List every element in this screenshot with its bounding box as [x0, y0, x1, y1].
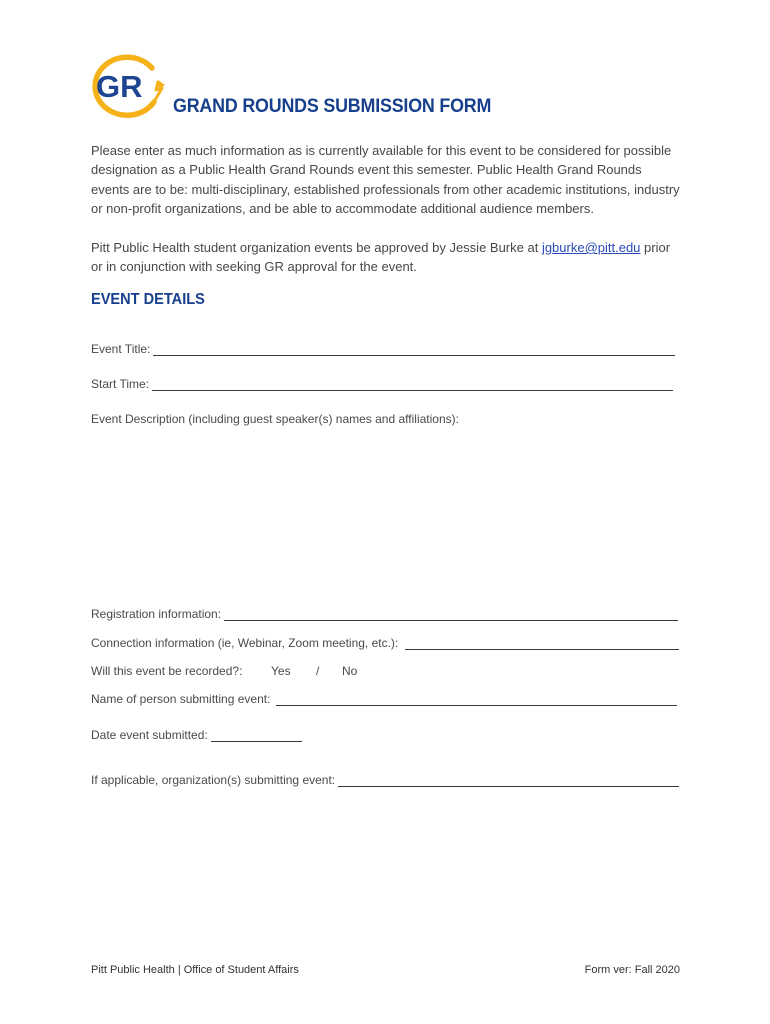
event-description-area[interactable]	[91, 432, 679, 597]
connection-label: Connection information (ie, Webinar, Zoom meeting, etc.):	[91, 636, 399, 650]
gr-logo	[86, 52, 168, 118]
intro-paragraph: Please enter as much information as is currently available for this event to be considered for possible designation as a Public Health Grand Rounds event this semester. Public Health Grand Rounds events are to be: multi-disciplinary, established professionals from other academic institutions, industry or non-profit organizations, and be able to accommodate additional audience members.	[91, 143, 680, 216]
submitter-name-field	[91, 690, 677, 706]
start-time-field	[91, 375, 673, 391]
recorded-separator: /	[316, 664, 320, 678]
start-time-label: Start Time:	[91, 377, 150, 391]
event-title-field	[91, 340, 675, 356]
organization-line[interactable]	[338, 774, 679, 787]
submitter-name-label: Name of person submitting event:	[91, 692, 271, 706]
recorded-yes-option[interactable]: Yes	[271, 664, 291, 678]
event-title-line[interactable]	[153, 343, 675, 356]
approval-text-after: prior or in conjunction with seeking GR approval for the event.	[91, 240, 671, 275]
organization-field	[91, 771, 679, 787]
footer-right: Form ver: Fall 2020	[584, 964, 680, 976]
registration-line[interactable]	[224, 608, 678, 621]
recorded-no-option[interactable]: No	[342, 664, 358, 678]
approval-text-before: Pitt Public Health student organization events be approved by Jessie Burke at	[91, 240, 542, 255]
section-title-event-details: EVENT DETAILS	[91, 291, 205, 308]
registration-field	[91, 605, 678, 621]
start-time-line[interactable]	[152, 378, 673, 391]
form-title: GRAND ROUNDS SUBMISSION FORM	[173, 96, 492, 117]
email-link[interactable]: jgburke@pitt.edu	[541, 240, 641, 255]
date-submitted-label: Date event submitted:	[91, 728, 208, 742]
registration-label: Registration information:	[91, 607, 222, 621]
date-submitted-line[interactable]	[211, 729, 302, 742]
connection-line[interactable]	[405, 637, 679, 650]
connection-field	[91, 634, 679, 650]
recorded-label: Will this event be recorded?:	[91, 664, 243, 678]
event-description-label: Event Description (including guest speaker(s) names and affiliations):	[91, 412, 459, 426]
event-title-label: Event Title:	[91, 342, 151, 356]
footer-left: Pitt Public Health | Office of Student Affairs	[91, 964, 299, 976]
logo-text: GR	[96, 69, 143, 104]
submitter-name-line[interactable]	[276, 693, 677, 706]
organization-label: If applicable, organization(s) submitting event:	[91, 773, 336, 787]
approval-paragraph	[91, 238, 681, 277]
date-submitted-field	[91, 726, 302, 742]
